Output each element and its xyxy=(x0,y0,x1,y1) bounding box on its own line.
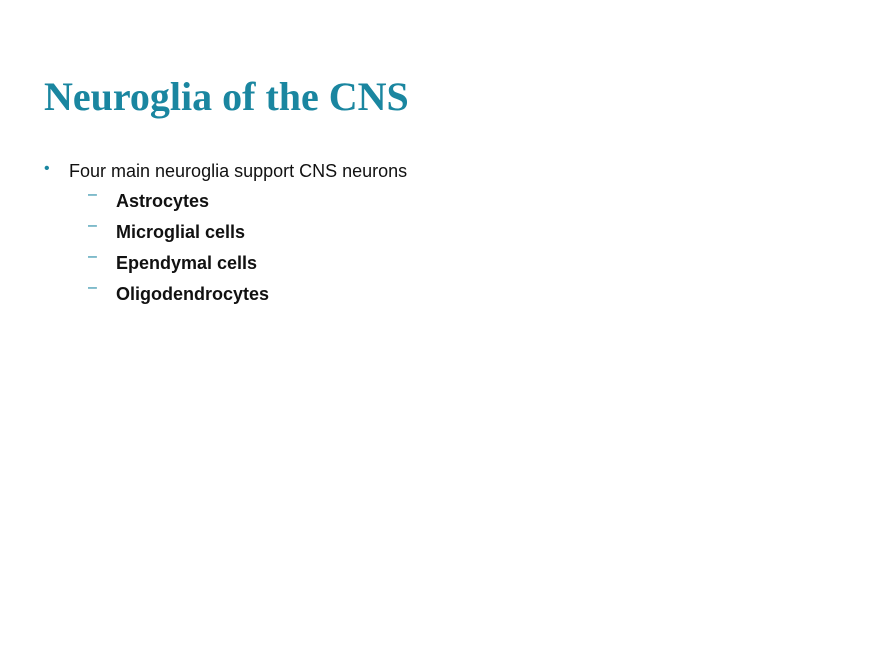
sub-bullet-list xyxy=(44,188,844,312)
sub-bullet-item-microglial-cells xyxy=(44,219,844,250)
sub-bullet-item-oligodendrocytes xyxy=(44,281,844,312)
slide-content xyxy=(44,158,844,312)
bullet-text: Four main neuroglia support CNS neurons xyxy=(69,161,408,181)
slide-title: Neuroglia of the CNS xyxy=(44,74,409,119)
dash-icon: – xyxy=(88,217,97,234)
bullet-item xyxy=(44,158,844,188)
sub-bullet-text: Ependymal cells xyxy=(116,253,258,273)
dash-icon: – xyxy=(88,186,97,203)
dash-icon: – xyxy=(88,279,97,296)
dash-icon: – xyxy=(88,248,97,265)
sub-bullet-text: Oligodendrocytes xyxy=(116,284,270,304)
sub-bullet-text: Astrocytes xyxy=(116,191,210,211)
bullet-dot-icon: • xyxy=(44,160,50,177)
sub-bullet-text: Microglial cells xyxy=(116,222,246,242)
sub-bullet-item-astrocytes xyxy=(44,188,844,219)
sub-bullet-item-ependymal-cells xyxy=(44,250,844,281)
